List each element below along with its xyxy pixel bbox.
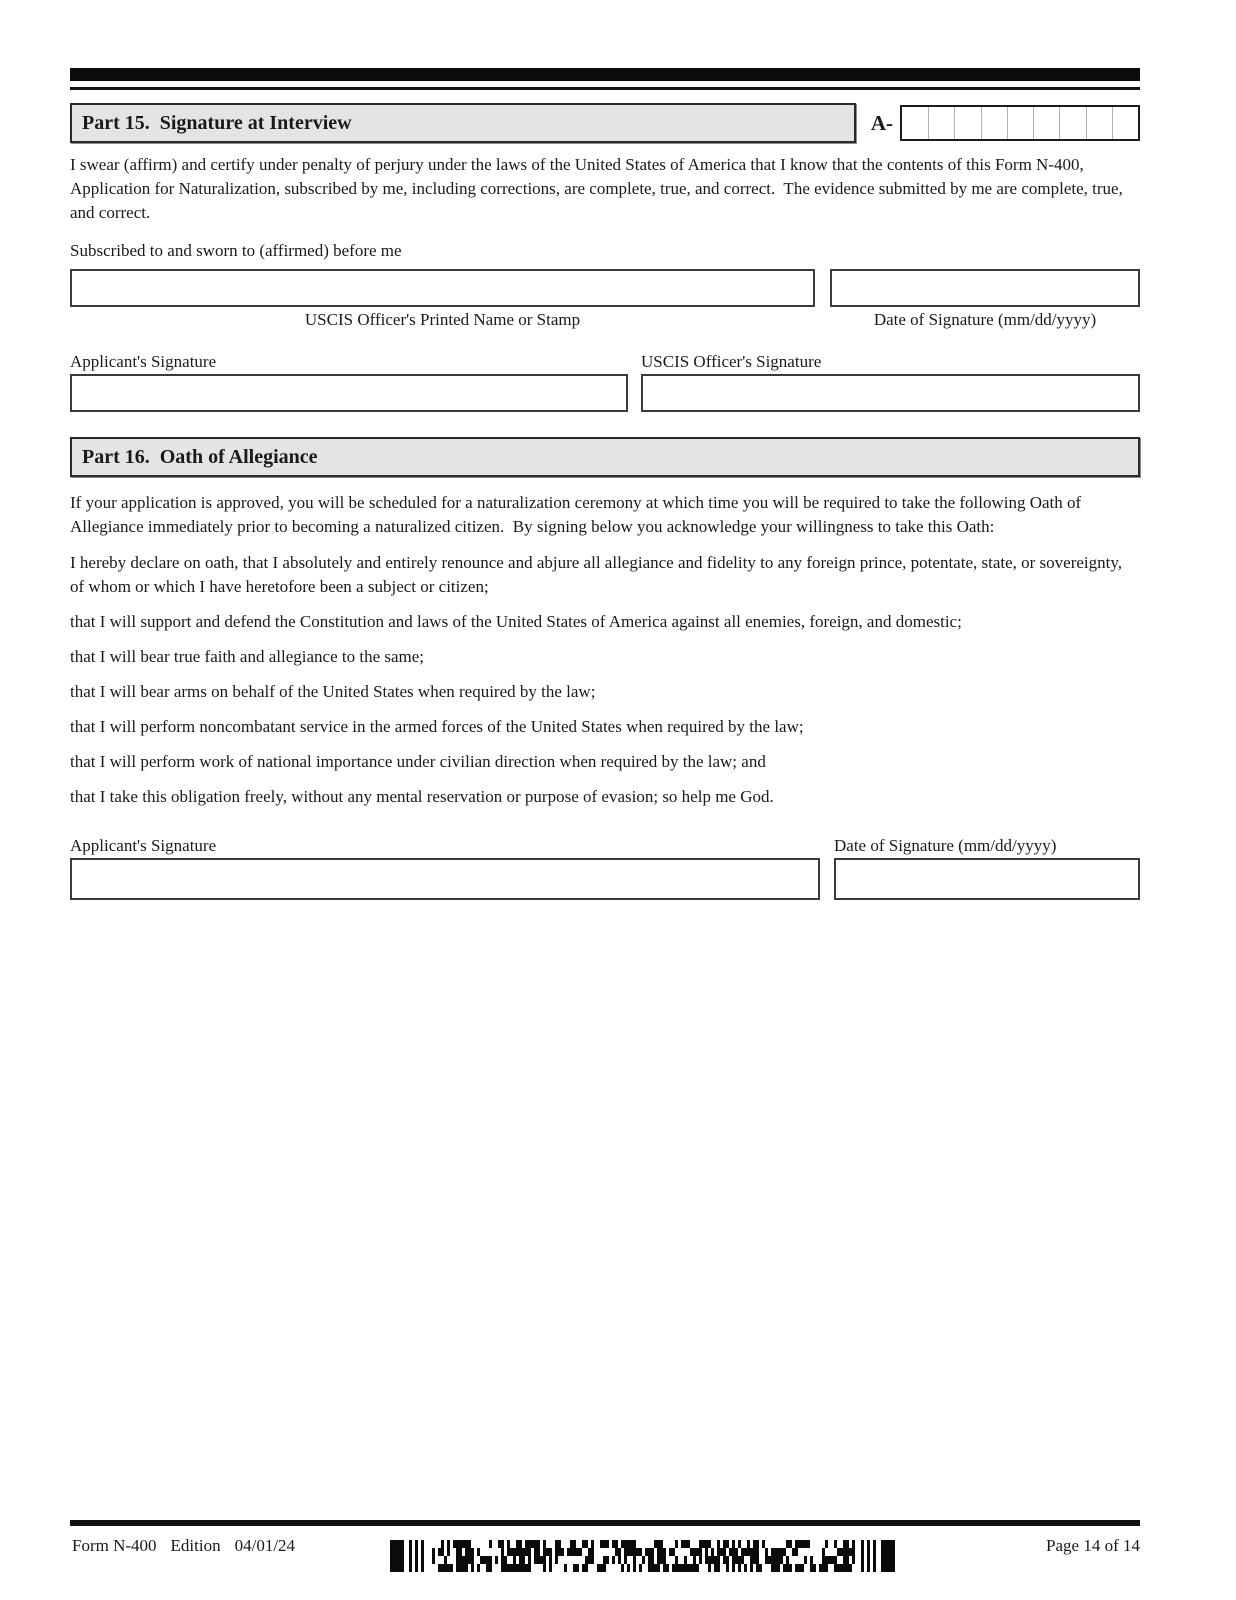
a-number-cell[interactable] <box>1086 107 1112 139</box>
a-number-cell[interactable] <box>1007 107 1033 139</box>
a-number-cell[interactable] <box>1112 107 1138 139</box>
part15-applicant-signature-input[interactable] <box>70 374 628 412</box>
part16-applicant-signature-label: Applicant's Signature <box>70 836 217 855</box>
a-number-group <box>871 105 1140 141</box>
part15-date-label: Date of Signature (mm/dd/yyyy) <box>873 310 1097 329</box>
oath-clause-5: that I will perform noncombatant service in the armed forces of the United States when required by the law; <box>70 717 804 736</box>
top-thick-rule <box>70 68 1140 81</box>
footer-edition-label: Edition <box>170 1536 221 1555</box>
part16-intro-text: If your application is approved, you will be scheduled for a naturalization ceremony at which time you will be required to take the following Oath of Allegiance immediately prior to becoming a naturalized citizen. By signing below you acknowledge your willingness to take this Oath: <box>70 493 1085 536</box>
a-number-input[interactable] <box>900 105 1140 141</box>
part16-applicant-signature-input[interactable] <box>70 858 820 900</box>
footer-form-info <box>72 1536 295 1556</box>
part16-date-label: Date of Signature (mm/dd/yyyy) <box>834 836 1057 855</box>
subscribed-label: Subscribed to and sworn to (affirmed) before me <box>70 241 402 260</box>
part15-officer-signature-label: USCIS Officer's Signature <box>641 352 822 371</box>
footer-page-number: Page 14 of 14 <box>1046 1536 1140 1555</box>
part15-header <box>70 103 856 143</box>
a-number-cell[interactable] <box>954 107 980 139</box>
a-number-cell[interactable] <box>1059 107 1085 139</box>
a-number-cell[interactable] <box>928 107 954 139</box>
oath-clause-4: that I will bear arms on behalf of the United States when required by the law; <box>70 682 596 701</box>
officer-name-input[interactable] <box>70 269 815 307</box>
a-number-prefix: A- <box>870 110 893 135</box>
officer-name-label: USCIS Officer's Printed Name or Stamp <box>304 310 581 329</box>
part15-header-title: Part 15. Signature at Interview <box>82 111 352 134</box>
footer-rule <box>70 1520 1140 1526</box>
part15-applicant-signature-label: Applicant's Signature <box>70 352 217 371</box>
a-number-cell[interactable] <box>981 107 1007 139</box>
oath-clause-6: that I will perform work of national importance under civilian direction when required by the law; and <box>70 752 766 771</box>
part15-intro-text: I swear (affirm) and certify under penalty of perjury under the laws of the United States of America that I know that the contents of this Form N-400, Application for Naturalization, subscribed by me, including corrections, are complete, true, and correct. The evidence submitted by me are complete, true, and correct. <box>70 155 1128 222</box>
oath-clause-2: that I will support and defend the Constitution and laws of the United States of America against all enemies, foreign, and domestic; <box>70 612 962 631</box>
part15-date-input[interactable] <box>830 269 1140 307</box>
oath-clause-3: that I will bear true faith and allegiance to the same; <box>70 647 425 666</box>
part15-officer-signature-input[interactable] <box>641 374 1140 412</box>
oath-clause-7: that I take this obligation freely, without any mental reservation or purpose of evasion; so help me God. <box>70 787 774 806</box>
footer-edition-date: 04/01/24 <box>234 1536 296 1555</box>
a-number-cell[interactable] <box>1033 107 1059 139</box>
part16-date-input[interactable] <box>834 858 1140 900</box>
part16-header <box>70 437 1140 477</box>
a-number-cell[interactable] <box>902 107 928 139</box>
barcode-2d-icon <box>390 1538 895 1574</box>
top-thin-rule <box>70 87 1140 90</box>
footer-form-number: Form N-400 <box>72 1536 157 1555</box>
part16-header-title: Part 16. Oath of Allegiance <box>82 445 318 468</box>
oath-clause-1: I hereby declare on oath, that I absolutely and entirely renounce and abjure all allegiance and fidelity to any foreign prince, potentate, state, or sovereignty, of whom or which I have heretofore been a subject or citizen; <box>70 553 1127 596</box>
